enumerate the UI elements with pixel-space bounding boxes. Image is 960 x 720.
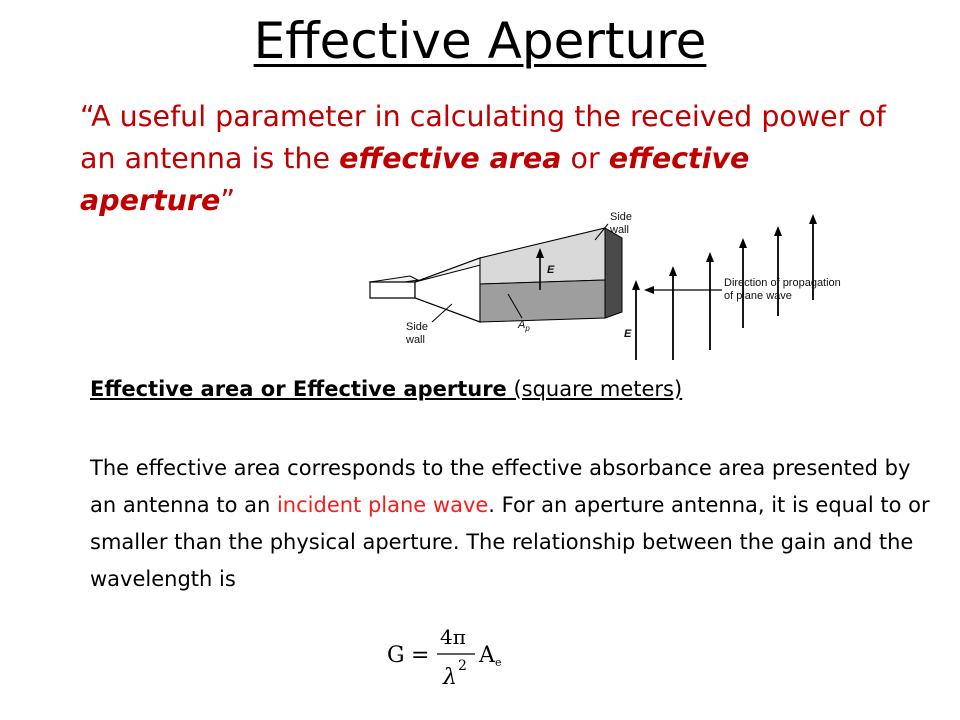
horn-e-label: E	[547, 264, 555, 276]
formula-denominator: λ	[443, 665, 457, 690]
formula-equals: =	[411, 643, 430, 668]
quote-term-effective-aperture: effective aperture	[80, 142, 750, 217]
formula-subscript: e	[495, 656, 502, 669]
paragraph-part2: . For an aperture antenna, it is equal to or smaller than the physical aperture. The relationship between the gain and the wavelength is	[90, 493, 930, 591]
side-wall-top-label: Side wall	[610, 211, 633, 236]
horn-aperture-lower	[480, 280, 605, 322]
heading-bold: Effective area or Effective aperture	[90, 377, 507, 401]
formula-symbol: A	[479, 643, 495, 668]
section-heading	[90, 374, 910, 404]
incident-plane-wave-highlight: incident plane wave	[276, 493, 489, 517]
gain-formula	[385, 618, 525, 692]
quote-close: ”	[220, 184, 236, 217]
horn-antenna-figure	[360, 200, 900, 360]
paragraph-part1: The effective area corresponds to the effective absorbance area presented by an antenna to an	[90, 456, 911, 517]
quote-term-effective-area: effective area	[339, 142, 562, 175]
aperture-label: $A_p$	[518, 319, 530, 333]
side-wall-bottom-label: Side wall	[406, 321, 429, 346]
quote-open: “A useful parameter in calculating the received power of an antenna is the	[80, 100, 886, 175]
horn-antenna-diagram	[360, 200, 900, 360]
wave-e-label: E	[624, 328, 632, 340]
formula-exponent: 2	[458, 658, 467, 674]
propagation-label: Direction of propagation of plane wave	[724, 277, 841, 302]
slide-title: Effective Aperture	[253, 12, 707, 70]
horn-right-wall	[605, 228, 622, 318]
gain-formula-svg	[385, 618, 525, 692]
waveguide-front	[370, 282, 415, 298]
heading-units: (square meters)	[506, 377, 683, 401]
formula-lhs: G	[387, 643, 405, 668]
body-paragraph	[90, 450, 940, 598]
quote-mid: or	[561, 142, 609, 175]
formula-numerator: 4π	[440, 625, 466, 649]
